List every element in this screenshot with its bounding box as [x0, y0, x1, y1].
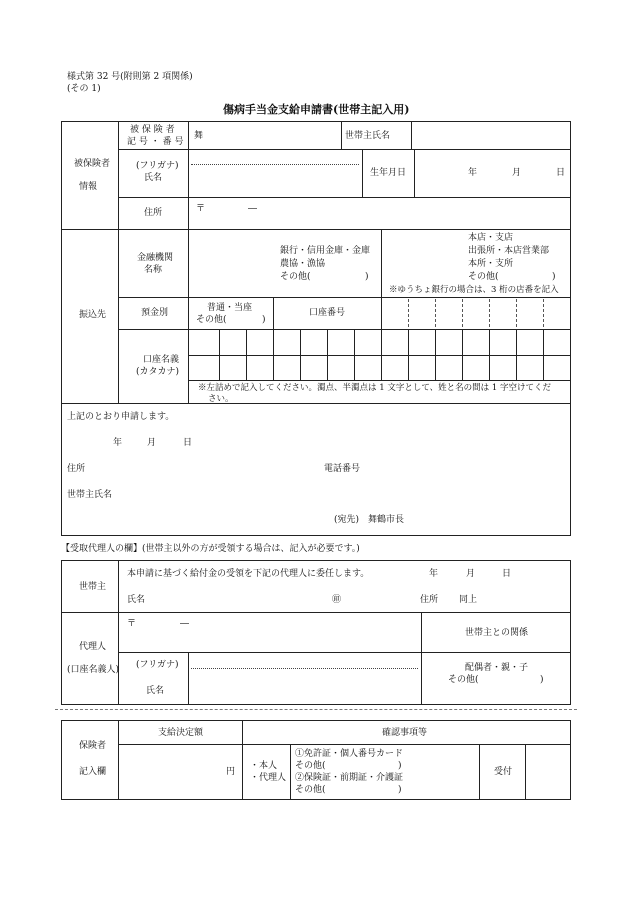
relation-other: その他(	[448, 675, 479, 685]
institution-label: 金融機関	[137, 253, 174, 263]
person-self: ・本人	[250, 761, 278, 771]
address-label: 住所	[144, 208, 163, 218]
received-label: 受付	[494, 767, 513, 777]
application-address-label: 住所	[67, 464, 86, 474]
branch-type-3: 本所・支所	[468, 259, 514, 269]
insured-code-label-2: 記 号 ・ 番 号	[127, 137, 184, 147]
relation-options: 配偶者・親・子	[465, 663, 529, 673]
cut-line	[55, 709, 577, 710]
bank-other: その他(	[280, 272, 311, 282]
amount-label: 支給決定額	[158, 728, 204, 738]
holder-label-2: (カタカナ)	[136, 367, 180, 377]
deposit-type-other-close: )	[262, 315, 266, 325]
transfer-section-label: 振込先	[79, 310, 107, 320]
agent-label: 代理人	[79, 642, 107, 652]
delegation-day: 日	[502, 569, 512, 579]
name-label: 氏名	[144, 173, 163, 183]
account-number-label: 口座番号	[309, 308, 346, 318]
id-item-1: ①免許証・個人番号カード	[295, 749, 404, 759]
dob-day: 日	[556, 168, 566, 178]
furigana-label: (フリガナ)	[136, 161, 179, 171]
agent-section-heading: 【受取代理人の欄】(世帯主以外の方が受領する場合は、記入が必要です。)	[61, 544, 360, 554]
addressee: (宛先) 舞鶴市長	[334, 515, 405, 525]
confirmation-label: 確認事項等	[382, 728, 428, 738]
yen-unit: 円	[226, 767, 236, 777]
postal-dash: ―	[248, 204, 257, 214]
yucho-note: ※ゆうちょ銀行の場合は、3 桁の店番を記入	[389, 285, 559, 295]
branch-type-1: 本店・支店	[468, 233, 514, 243]
holder-label: 口座名義	[143, 355, 180, 365]
branch-type-2: 出張所・本店営業部	[468, 246, 550, 256]
holder-note-2: さい。	[208, 394, 234, 404]
bank-types: 銀行・信用金庫・金庫	[280, 246, 371, 256]
office-label-2: 記入欄	[79, 767, 107, 777]
agent-name-label: 氏名	[146, 686, 165, 696]
office-label: 保険者	[79, 741, 107, 751]
deposit-type-options: 普通・当座	[207, 303, 253, 313]
bank-other-close: )	[365, 272, 369, 282]
dob-year: 年	[468, 168, 478, 178]
relation-other-close: )	[540, 675, 544, 685]
insured-code-prefix: 舞	[194, 131, 204, 141]
id-item-1-other: その他(	[295, 761, 326, 771]
id-item-2: ②保険証・前期証・介護証	[295, 773, 404, 783]
bank-types-2: 農協・漁協	[280, 259, 326, 269]
application-month: 月	[147, 438, 157, 448]
seal-mark: ㊞	[332, 595, 342, 605]
deposit-type-label: 預金別	[141, 308, 169, 318]
id-item-2-close: )	[398, 785, 402, 795]
application-householder-label: 世帯主氏名	[67, 490, 113, 500]
delegation-statement: 本申請に基づく給付金の受領を下記の代理人に委任します。	[127, 569, 370, 579]
id-item-2-other: その他(	[295, 785, 326, 795]
dob-month: 月	[512, 168, 522, 178]
agent-sub-label: (口座名義人)	[67, 665, 120, 675]
insured-section-label-2: 情報	[79, 182, 98, 192]
postal-mark: 〒	[196, 204, 206, 214]
page-title: 傷病手当金支給申請書(世帯主記入用)	[223, 103, 410, 116]
delegation-year: 年	[429, 569, 439, 579]
relation-label: 世帯主との関係	[465, 628, 529, 638]
application-phone-label: 電話番号	[324, 464, 361, 474]
agent-householder-label: 世帯主	[79, 582, 107, 592]
application-year: 年	[113, 438, 123, 448]
agent-postal-mark: 〒	[127, 619, 137, 629]
form-part: (その 1)	[67, 84, 101, 94]
deposit-type-other: その他(	[196, 315, 227, 325]
householder-address-label: 住所	[420, 595, 439, 605]
person-agent: ・代理人	[250, 773, 287, 783]
same-as-above: 同上	[459, 595, 478, 605]
institution-label-2: 名称	[144, 265, 163, 275]
householder-name-label: 世帯主氏名	[345, 131, 391, 141]
agent-postal-dash: ―	[180, 619, 189, 629]
insured-section-label: 被保険者	[74, 159, 111, 169]
dob-label: 生年月日	[370, 168, 407, 178]
form-number: 様式第 32 号(附則第 2 項関係)	[67, 72, 193, 82]
delegation-month: 月	[466, 569, 476, 579]
holder-note: ※左詰めで記入してください。濁点、半濁点は 1 文字として、姓と名の間は 1 字空けてくだ	[198, 383, 551, 393]
insured-code-label: 被 保 険 者	[130, 125, 175, 135]
branch-other: その他(	[468, 272, 499, 282]
id-item-1-close: )	[398, 761, 402, 771]
application-statement: 上記のとおり申請します。	[67, 412, 175, 422]
householder-signature-label: 氏名	[127, 595, 146, 605]
agent-furigana-label: (フリガナ)	[136, 660, 179, 670]
application-day: 日	[183, 438, 193, 448]
branch-other-close: )	[552, 272, 556, 282]
